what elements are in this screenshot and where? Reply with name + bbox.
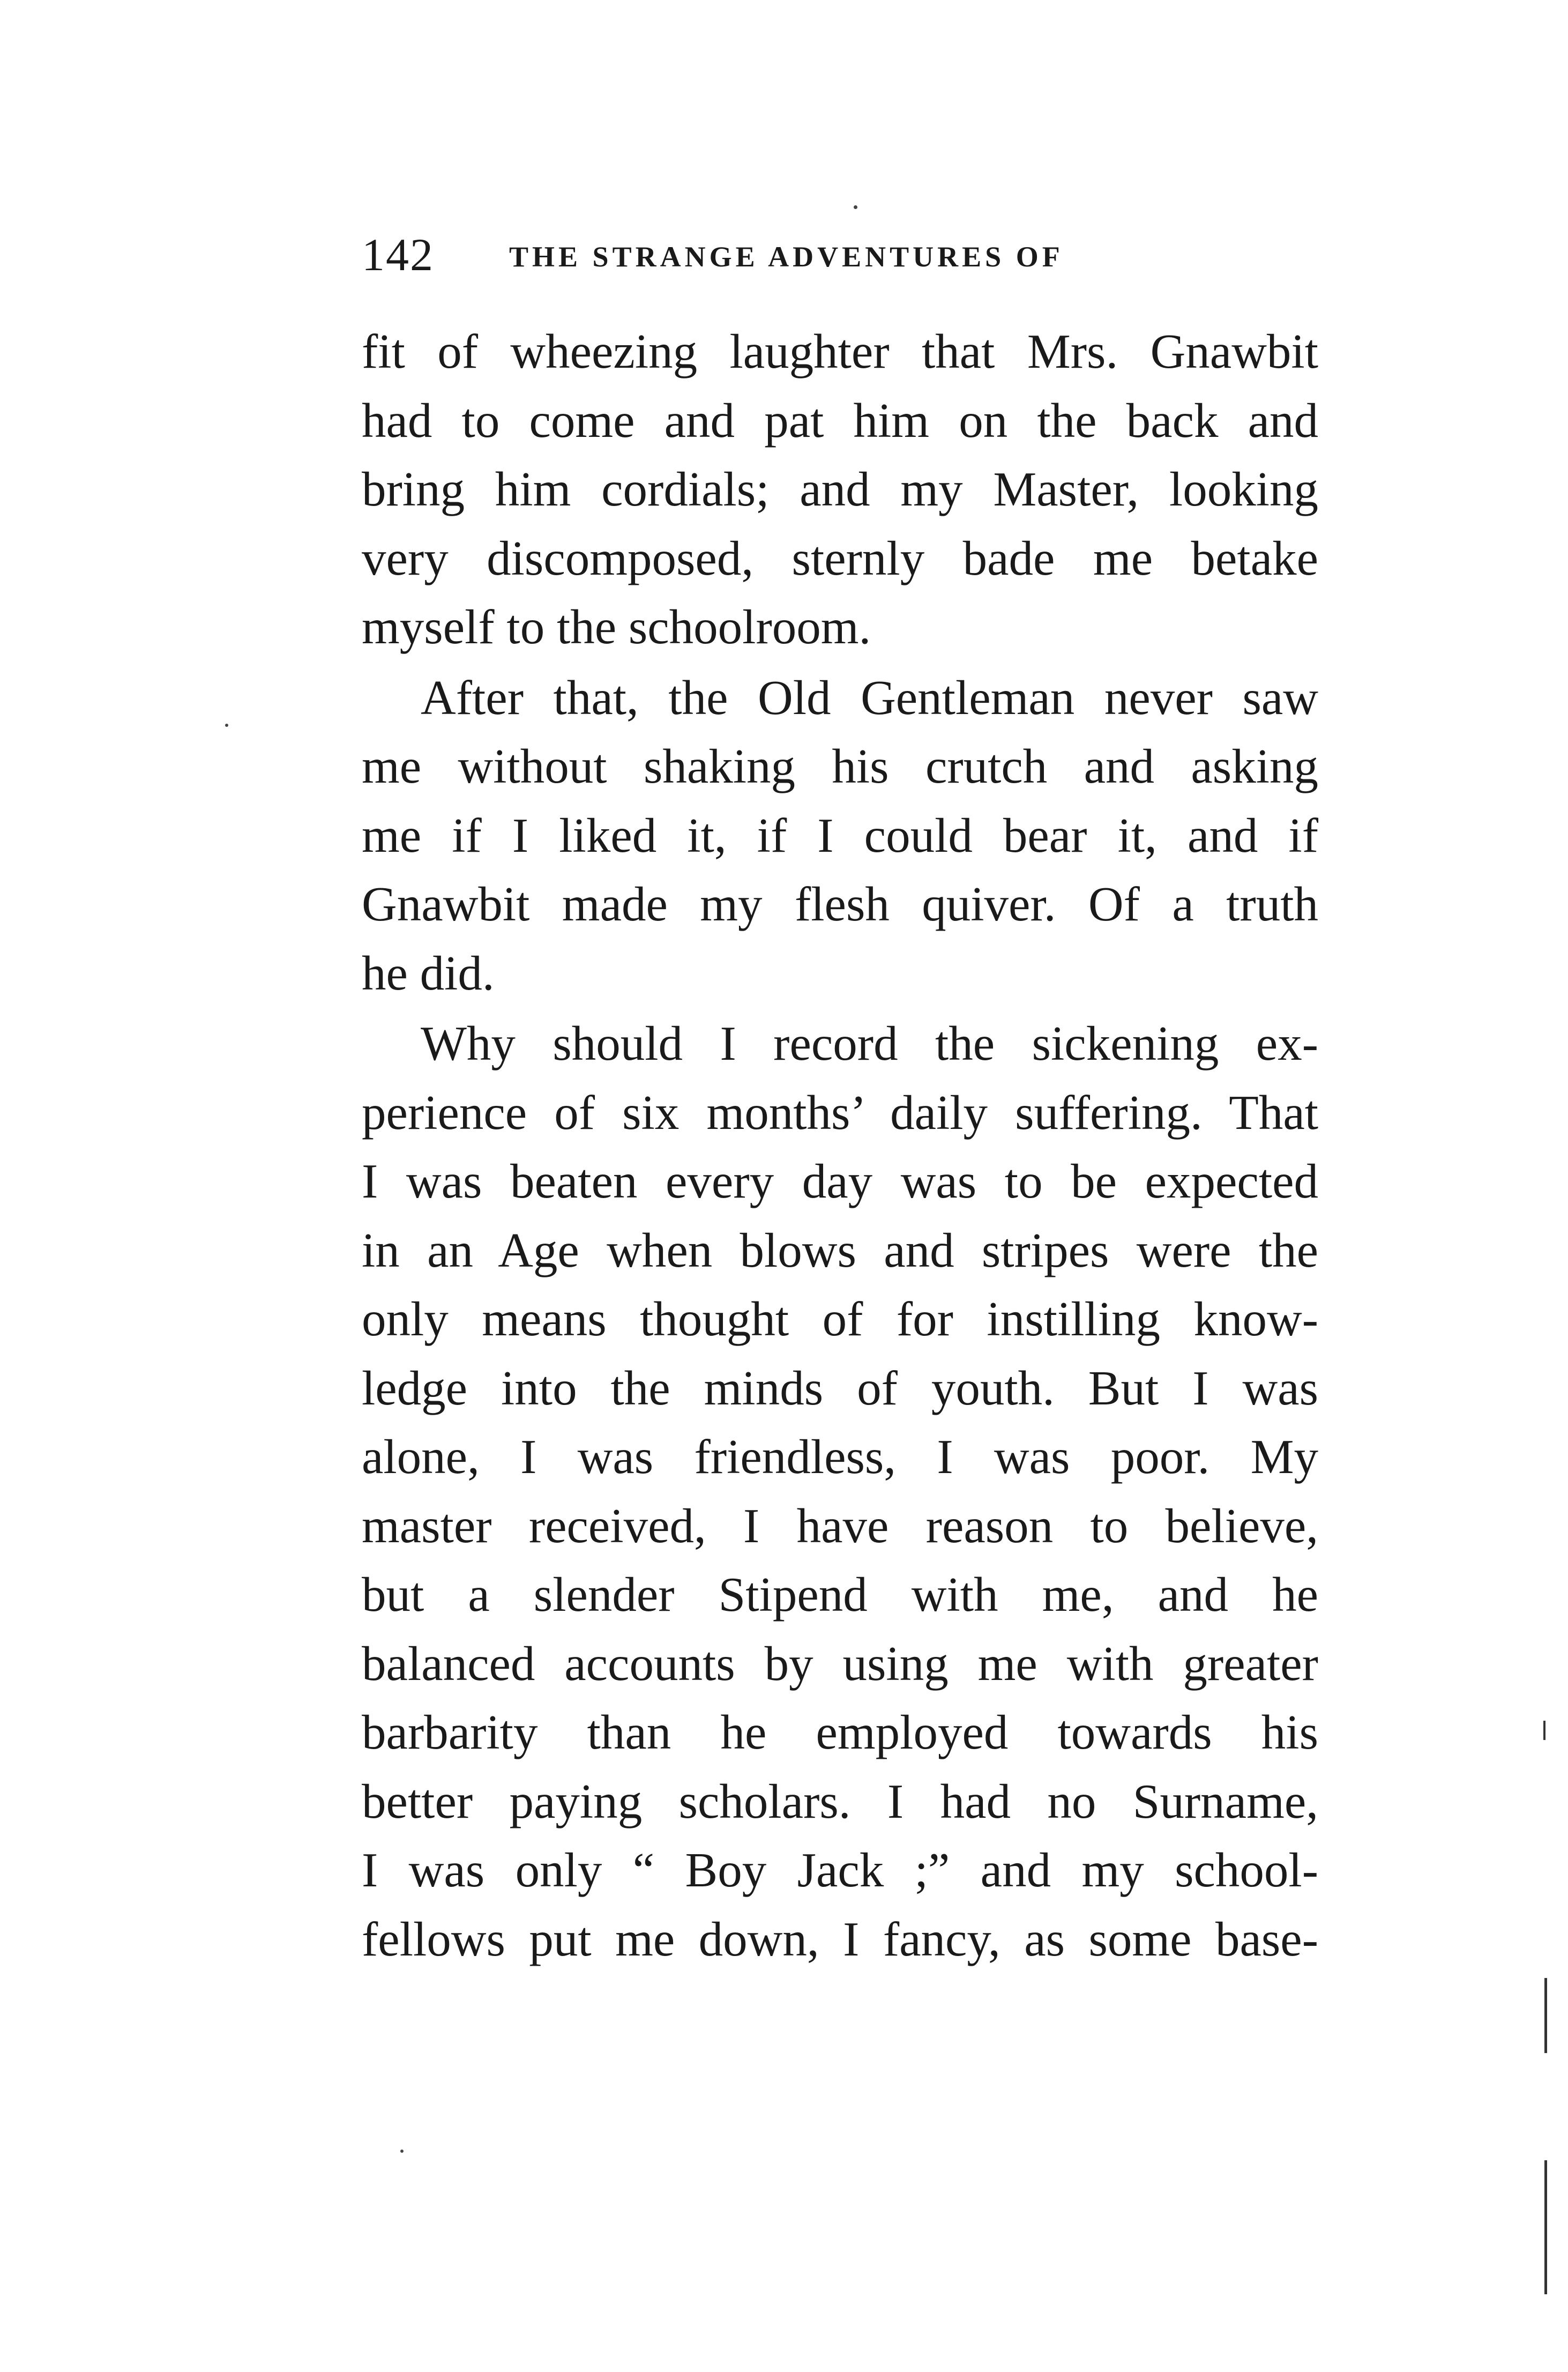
text-line: Why should I record the sickening ex- bbox=[421, 1016, 1318, 1070]
running-header bbox=[362, 228, 1326, 287]
body-text bbox=[362, 317, 1318, 1974]
text-line: master received, I have reason to believe, bbox=[362, 1498, 1318, 1553]
text-line: alone, I was friendless, I was poor. My bbox=[362, 1430, 1318, 1484]
text-line: me if I liked it, if I could bear it, and if bbox=[362, 808, 1318, 862]
text-line: but a slender Stipend with me, and he bbox=[362, 1567, 1318, 1622]
text-line: had to come and pat him on the back and bbox=[362, 393, 1318, 448]
text-line: bring him cordials; and my Master, looking bbox=[362, 462, 1318, 516]
scan-edge-mark bbox=[1543, 1721, 1545, 1740]
paragraph-1 bbox=[362, 317, 1318, 662]
running-title: THE STRANGE ADVENTURES OF bbox=[509, 241, 1064, 273]
page-number: 142 bbox=[362, 229, 434, 280]
text-line: perience of six months’ daily suffering. That bbox=[362, 1085, 1318, 1140]
text-line: After that, the Old Gentleman never saw bbox=[421, 670, 1318, 725]
paragraph-3 bbox=[362, 1009, 1318, 1974]
paragraph-2 bbox=[362, 664, 1318, 1008]
text-line: only means thought of for instilling know- bbox=[362, 1292, 1318, 1346]
text-line: myself to the schoolroom. bbox=[362, 600, 871, 654]
text-line: balanced accounts by using me with greater bbox=[362, 1636, 1318, 1691]
scan-speck bbox=[854, 205, 857, 209]
scan-speck bbox=[400, 2150, 404, 2153]
text-line: I was only “ Boy Jack ;” and my school- bbox=[362, 1843, 1318, 1897]
text-line: barbarity than he employed towards his bbox=[362, 1705, 1318, 1759]
text-line: fellows put me down, I fancy, as some base- bbox=[362, 1912, 1318, 1966]
scan-speck bbox=[225, 724, 228, 727]
text-line: very discomposed, sternly bade me betake bbox=[362, 531, 1318, 585]
text-line: ledge into the minds of youth. But I was bbox=[362, 1360, 1318, 1415]
text-line: me without shaking his crutch and asking bbox=[362, 739, 1318, 793]
scan-edge-mark bbox=[1544, 2160, 1547, 2294]
text-line: in an Age when blows and stripes were the bbox=[362, 1223, 1318, 1277]
scan-edge-mark bbox=[1544, 1978, 1547, 2053]
text-line: Gnawbit made my flesh quiver. Of a truth bbox=[362, 877, 1318, 931]
text-line: I was beaten every day was to be expected bbox=[362, 1154, 1318, 1208]
text-line: he did. bbox=[362, 946, 495, 1000]
text-line: better paying scholars. I had no Surname, bbox=[362, 1774, 1318, 1828]
text-line: fit of wheezing laughter that Mrs. Gnawbit bbox=[362, 324, 1318, 378]
